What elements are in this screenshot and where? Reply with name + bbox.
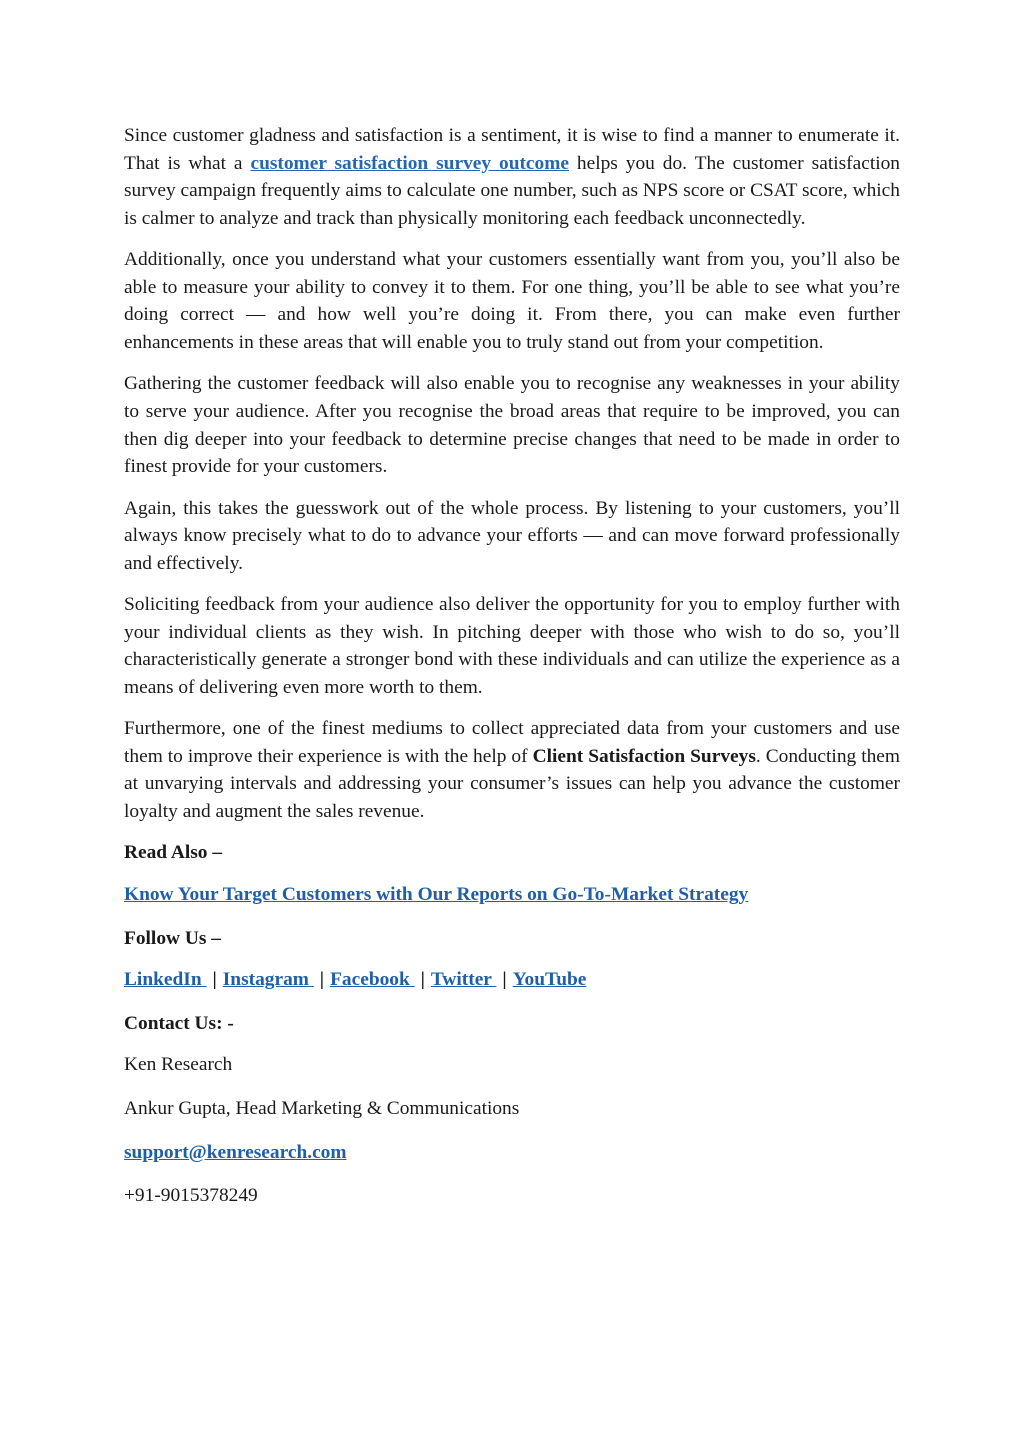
customer-satisfaction-survey-outcome-link[interactable]: customer satisfaction survey outcome bbox=[250, 152, 569, 174]
email-line bbox=[124, 1139, 900, 1167]
paragraph-6-text-end: . Conducting them at unvarying intervals and addressing your consumer’s issues can help you advance the customer loyalty and augment the sales revenue. bbox=[124, 745, 900, 823]
linkedin-link[interactable]: LinkedIn bbox=[124, 969, 207, 991]
follow-us-heading: Follow Us – bbox=[124, 927, 221, 949]
paragraph-1-text-end: helps you do. The customer satisfaction survey campaign frequently aims to calculate one number, such as NPS score or CSAT score, which is calmer to analyze and track than physically monitoring each feedback unconnectedly. bbox=[124, 152, 900, 229]
social-links-row bbox=[124, 966, 900, 994]
paragraph-2: Additionally, once you understand what your customers essentially want from you, you’ll also be able to measure your ability to convey it to them. For one thing, you’ll be able to see what you’re doing correct — and how well you’re doing it. From there, you can make even further enhancements in these areas that will enable you to truly stand out from your competition. bbox=[124, 249, 900, 353]
company-name: Ken Research bbox=[124, 1054, 233, 1076]
facebook-link[interactable]: Facebook bbox=[330, 969, 415, 991]
twitter-link[interactable]: Twitter bbox=[430, 969, 497, 991]
paragraph-1-text-start: Since customer gladness and satisfaction is a sentiment, it is wise to find a manner to enumerate it. That is what a bbox=[124, 125, 900, 174]
paragraph-1 bbox=[124, 122, 900, 232]
client-satisfaction-surveys-bold: Client Satisfaction Surveys bbox=[532, 745, 756, 767]
paragraph-6-text-start: Furthermore, one of the finest mediums to collect appreciated data from your customers and use them to improve their experience is with the help of bbox=[124, 718, 900, 767]
phone-number: +91-9015378249 bbox=[124, 1185, 258, 1207]
support-email-link[interactable]: support@kenresearch.com bbox=[124, 1141, 347, 1163]
read-also-heading: Read Also – bbox=[124, 842, 223, 864]
paragraph-3: Gathering the customer feedback will also enable you to recognise any weaknesses in your ability to serve your audience. After you recognise the broad areas that require to be improved, you can then dig deeper into your feedback to determine precise changes that need to be made in order to finest provide for your customers. bbox=[124, 373, 900, 478]
separator: | bbox=[212, 969, 217, 991]
youtube-link[interactable]: YouTube bbox=[512, 969, 587, 991]
document-page bbox=[124, 122, 900, 1226]
paragraph-6 bbox=[124, 715, 900, 825]
instagram-link[interactable]: Instagram bbox=[222, 969, 314, 991]
contact-person: Ankur Gupta, Head Marketing & Communications bbox=[124, 1098, 520, 1119]
read-also-line bbox=[124, 881, 900, 909]
go-to-market-report-link[interactable]: Know Your Target Customers with Our Reports on Go-To-Market Strategy bbox=[124, 884, 749, 906]
separator: | bbox=[502, 969, 507, 991]
separator: | bbox=[420, 969, 425, 991]
separator: | bbox=[319, 969, 325, 991]
paragraph-4: Again, this takes the guesswork out of the whole process. By listening to your customers, you’ll always know precisely what to do to advance your efforts — and can move forward professionally and effectively. bbox=[124, 497, 900, 574]
paragraph-5: Soliciting feedback from your audience also deliver the opportunity for you to employ further with your individual clients as they wish. In pitching deeper with those who wish to do so, you’ll characteristically generate a stronger bond with these individuals and can utilize the experience as a means of delivering even more worth to them. bbox=[124, 594, 900, 698]
contact-us-heading: Contact Us: - bbox=[124, 1012, 234, 1034]
